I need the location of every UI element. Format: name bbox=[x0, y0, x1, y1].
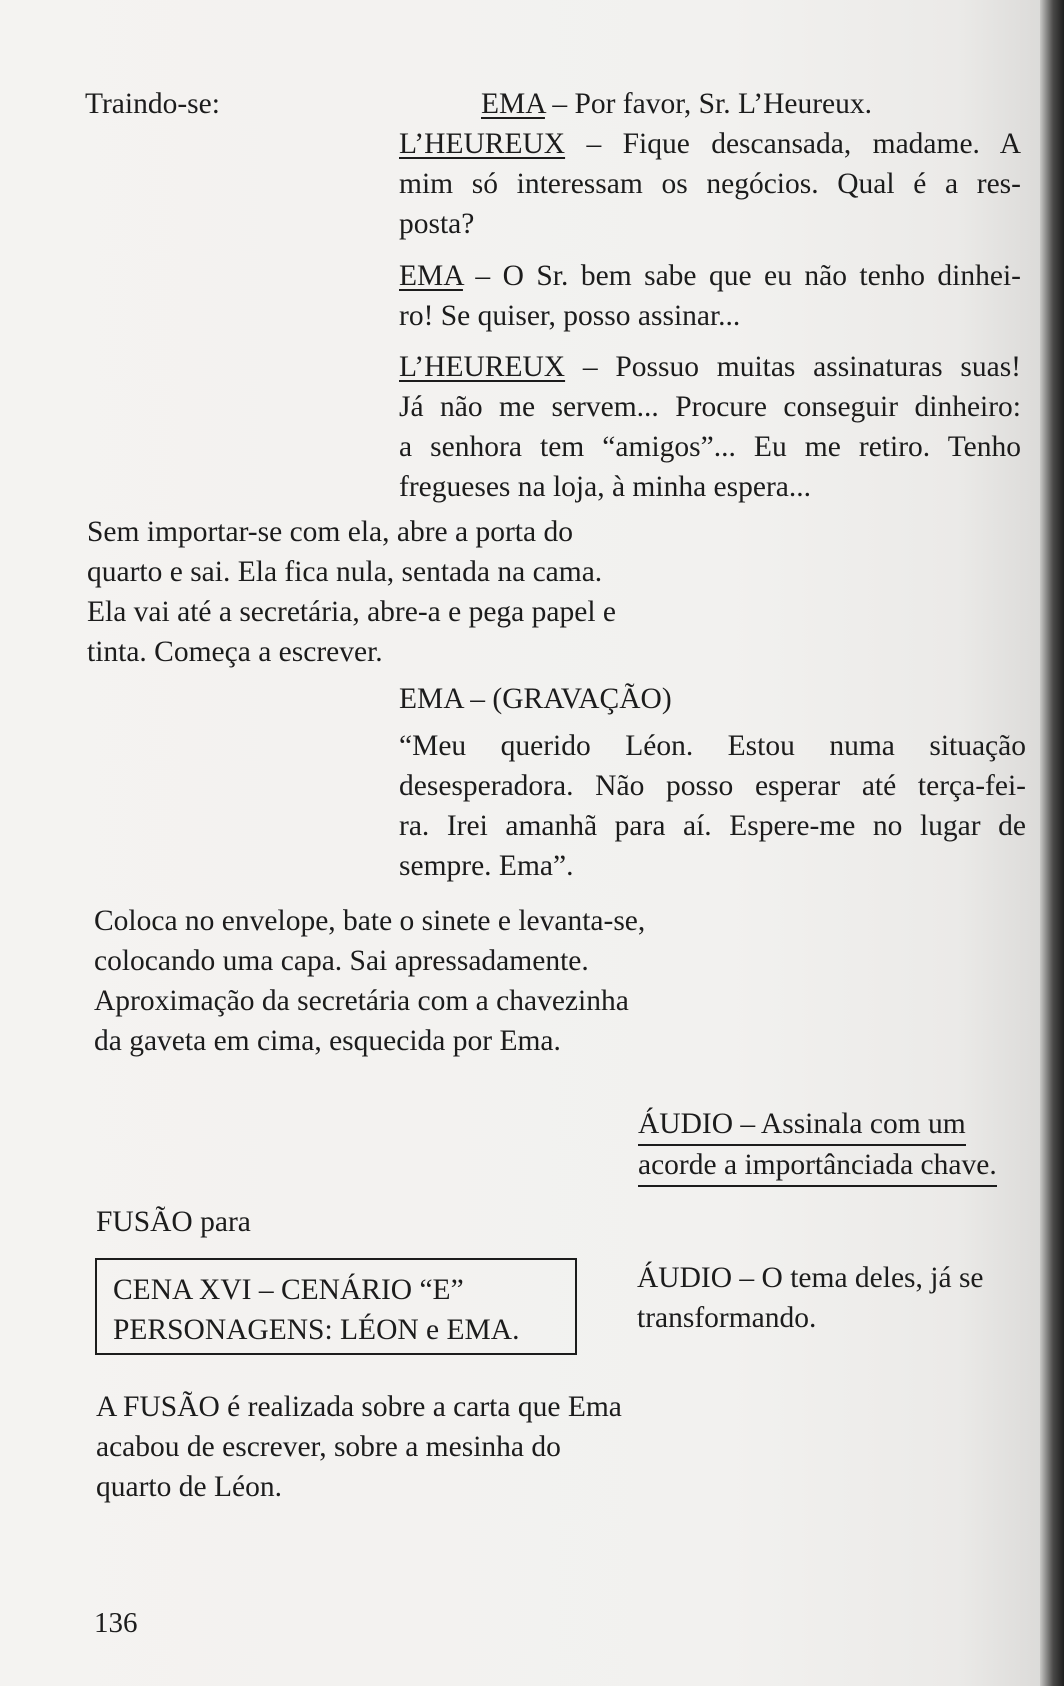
dialogue-ema-1: EMA – Por favor, Sr. L’Heureux. bbox=[481, 88, 873, 120]
ema-gravacao-cue: EMA – (GRAVAÇÃO) bbox=[399, 683, 672, 715]
dialogue-lheureux-1: L’HEUREUX – Fique descansada, madame. A mim só interessam os negócios. Qual é a res- posta? bbox=[399, 124, 1021, 244]
dialogue-line: mim só interessam os negócios. Qual é a res- bbox=[399, 168, 1021, 200]
dialogue-line: Por favor, Sr. L’Heureux. bbox=[574, 88, 873, 120]
letter-text: “Meu querido Léon. Estou numa situação desesperadora. Não posso esperar até terça-fei- ra. Irei amanhã para aí. Espere-me no lugar de sempre. Ema”. bbox=[399, 730, 1026, 882]
dialogue-ema-2: EMA – O Sr. bem sabe que eu não tenho dinhei- ro! Se quiser, posso assinar... bbox=[399, 256, 1021, 336]
stage-direction-1: Sem importar-se com ela, abre a porta do quarto e sai. Ela fica nula, sentada na cama. Ela vai até a secretária, abre-a e pega papel e tinta. Começa a escrever. bbox=[87, 516, 616, 668]
audio-cue-chave: ÁUDIO – Assinala com um acorde a importânciada chave. bbox=[638, 1105, 1030, 1187]
scene-characters: PERSONAGENS: LÉON e EMA. bbox=[113, 1314, 520, 1346]
dialogue-line: Fique descansada, madame. A bbox=[622, 128, 1021, 160]
dialogue-line: a senhora tem “amigos”... Eu me retiro. Tenho bbox=[399, 431, 1021, 463]
cue-traindo: Traindo-se: bbox=[85, 88, 220, 120]
stage-direction-3: A FUSÃO é realizada sobre a carta que Ema acabou de escrever, sobre a mesinha do quarto de Léon. bbox=[96, 1391, 622, 1503]
fusao-para: FUSÃO para bbox=[96, 1206, 251, 1238]
dialogue-lheureux-2: L’HEUREUX – Possuo muitas assinaturas suas! Já não me servem... Procure conseguir dinheiro: a senhora tem “amigos”... Eu me retiro. Tenho fregueses na loja, à minha espera... bbox=[399, 347, 1021, 507]
scene-heading-box bbox=[95, 1258, 577, 1355]
dialogue-line: Já não me servem... Procure conseguir dinheiro: bbox=[399, 391, 1021, 423]
scene-heading: CENA XVI – CENÁRIO “E” bbox=[113, 1274, 464, 1306]
speaker-name: L’HEUREUX bbox=[399, 351, 566, 383]
dialogue-line: posta? bbox=[399, 208, 475, 240]
dialogue-line: O Sr. bem sabe que eu não tenho dinhei- bbox=[502, 260, 1021, 292]
speaker-name: EMA bbox=[399, 260, 463, 292]
speaker-name: EMA bbox=[481, 88, 545, 120]
dialogue-line: Possuo muitas assinaturas suas! bbox=[615, 351, 1021, 383]
audio-cue-tema: ÁUDIO – O tema deles, já se transformando. bbox=[637, 1262, 984, 1334]
dialogue-line: ro! Se quiser, posso assinar... bbox=[399, 300, 741, 332]
stage-direction-2: Coloca no envelope, bate o sinete e levanta-se, colocando uma capa. Sai apressadamente. Aproximação da secretária com a chavezinha da gaveta em cima, esquecida por Ema. bbox=[94, 905, 646, 1057]
speaker-name: L’HEUREUX bbox=[399, 128, 566, 160]
dialogue-line: fregueses na loja, à minha espera... bbox=[399, 471, 812, 503]
page-number: 136 bbox=[94, 1607, 138, 1639]
book-spine-shadow bbox=[1040, 0, 1064, 1686]
